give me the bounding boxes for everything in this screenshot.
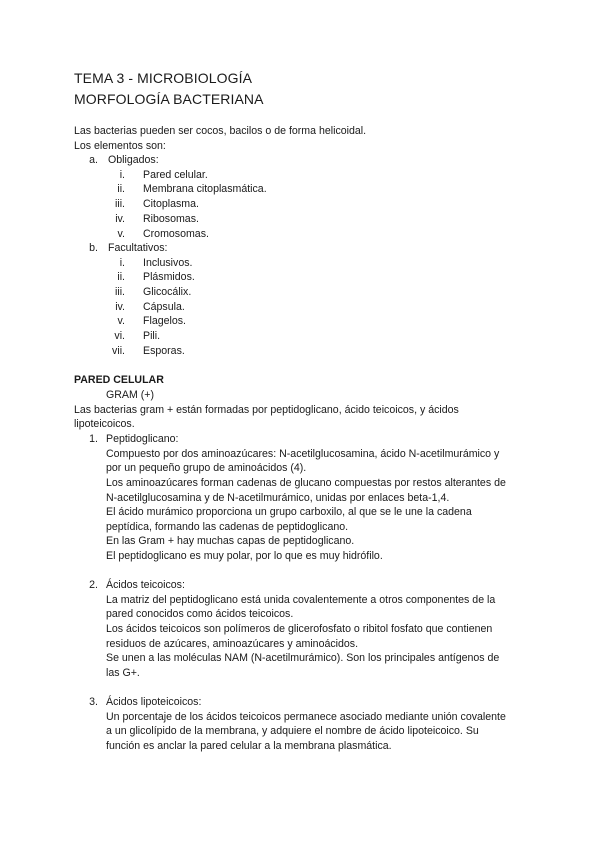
list-marker-a: a. <box>89 154 98 166</box>
paragraph-line: las G+. <box>106 667 140 679</box>
list-marker: i. <box>119 257 125 269</box>
list-item: Pili. <box>143 330 161 342</box>
list-marker: iv. <box>115 301 125 313</box>
section-subheading: GRAM (+) <box>106 389 154 401</box>
list-marker: iii. <box>114 286 125 298</box>
title-line-2: MORFOLOGÍA BACTERIANA <box>74 91 264 107</box>
list-marker-b: b. <box>89 242 98 254</box>
paragraph-line: a un glicolípido de la membrana, y adquiere el nombre de ácido lipoteicoico. Su <box>106 725 479 737</box>
list-marker: ii. <box>117 271 125 283</box>
list-item: Plásmidos. <box>143 271 195 283</box>
list-marker: ii. <box>117 183 125 195</box>
paragraph-line: Los aminoazúcares forman cadenas de glucano compuestas por restos alterantes de <box>106 477 506 489</box>
section-marker-2: 2. <box>89 579 98 591</box>
paragraph-line: Un porcentaje de los ácidos teicoicos permanece asociado mediante unión covalente <box>106 711 506 723</box>
list-marker: i. <box>119 169 125 181</box>
paragraph-line: pared conocidos como ácidos teicoicos. <box>106 608 294 620</box>
paragraph-line: Las bacterias gram + están formadas por peptidoglicano, ácido teicoicos, y ácidos <box>74 404 459 416</box>
section-title-peptidoglicano: Peptidoglicano: <box>106 433 179 445</box>
paragraph-line: función es anclar la pared celular a la membrana plasmática. <box>106 740 392 752</box>
paragraph-line: lipoteicoicos. <box>74 418 135 430</box>
intro-line-1: Las bacterias pueden ser cocos, bacilos o de forma helicoidal. <box>74 125 367 137</box>
paragraph-line: Los ácidos teicoicos son polímeros de glicerofosfato o ribitol fosfato que contienen <box>106 623 493 635</box>
list-item: Ribosomas. <box>143 213 199 225</box>
section-marker-3: 3. <box>89 696 98 708</box>
list-item: Citoplasma. <box>143 198 199 210</box>
paragraph-line: El peptidoglicano es muy polar, por lo que es muy hidrófilo. <box>106 550 383 562</box>
list-item: Cromosomas. <box>143 228 209 240</box>
list-marker: vi. <box>114 330 125 342</box>
list-label-obligados: Obligados: <box>108 154 159 166</box>
paragraph-line: Compuesto por dos aminoazúcares: N-acetilglucosamina, ácido N-acetilmurámico y <box>106 448 500 460</box>
list-item: Cápsula. <box>143 301 185 313</box>
section-title-acidos-teicoicos: Ácidos teicoicos: <box>106 579 185 591</box>
section-title-acidos-lipoteicoicos: Ácidos lipoteicoicos: <box>106 696 202 708</box>
section-marker-1: 1. <box>89 433 98 445</box>
list-marker: v. <box>117 228 125 240</box>
list-marker: iv. <box>115 213 125 225</box>
paragraph-line: N-acetilglucosamina y de N-acetilmurámico, unidas por enlaces beta-1,4. <box>106 492 450 504</box>
section-heading: PARED CELULAR <box>74 374 164 386</box>
list-item: Pared celular. <box>143 169 208 181</box>
paragraph-line: La matriz del peptidoglicano está unida covalentemente a otros componentes de la <box>106 594 496 606</box>
intro-line-2: Los elementos son: <box>74 140 166 152</box>
paragraph-line: El ácido murámico proporciona un grupo carboxilo, al que se le une la cadena <box>106 506 472 518</box>
list-item: Flagelos. <box>143 315 186 327</box>
title-line-1: TEMA 3 - MICROBIOLOGÍA <box>74 70 253 86</box>
list-item: Membrana citoplasmática. <box>143 183 267 195</box>
paragraph-line: por un pequeño grupo de aminoácidos (4). <box>106 462 307 474</box>
list-item: Inclusivos. <box>143 257 193 269</box>
paragraph-line: residuos de azúcares, aminoazúcares y aminoácidos. <box>106 638 359 650</box>
list-label-facultativos: Facultativos: <box>108 242 168 254</box>
list-item: Glicocálix. <box>143 286 192 298</box>
list-item: Esporas. <box>143 345 185 357</box>
list-marker: iii. <box>114 198 125 210</box>
paragraph-line: peptídica, formando las cadenas de peptidoglicano. <box>106 521 349 533</box>
paragraph-line: En las Gram + hay muchas capas de peptidoglicano. <box>106 535 355 547</box>
list-marker: vii. <box>112 345 125 357</box>
paragraph-line: Se unen a las moléculas NAM (N-acetilmurámico). Son los principales antígenos de <box>106 652 500 664</box>
list-marker: v. <box>117 315 125 327</box>
